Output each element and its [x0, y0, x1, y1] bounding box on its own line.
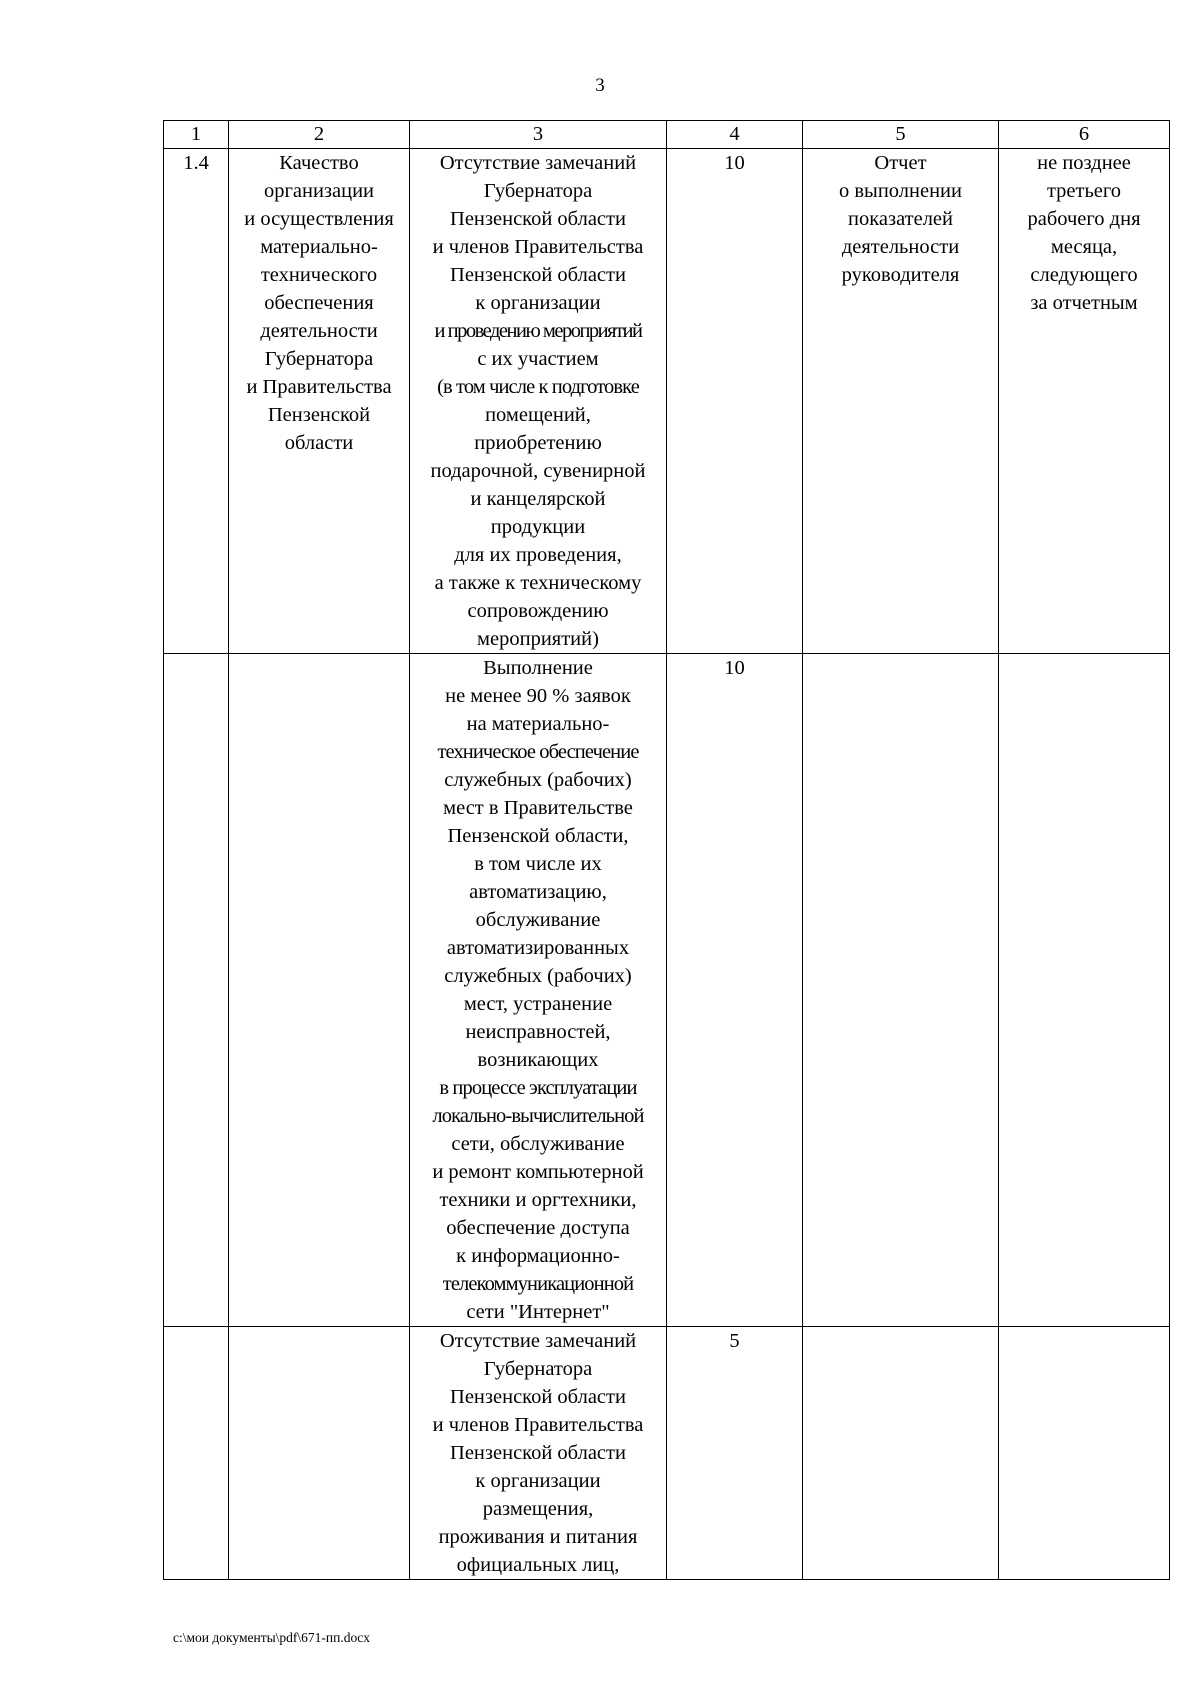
cell-line: мест, устранение: [463, 993, 613, 1015]
cell-line: мероприятий): [477, 628, 599, 650]
cell-line: третьего: [1046, 180, 1122, 202]
weight-cell: 10: [667, 654, 803, 1327]
cell-line: Выполнение: [483, 657, 593, 679]
cell-line: в том числе их: [474, 853, 602, 875]
cell-line: с их участием: [477, 348, 599, 370]
header-cell-2: 2: [229, 121, 410, 149]
indicator-name-cell: [229, 1327, 410, 1580]
cell-line: к организации: [475, 1470, 601, 1492]
cell-line: сети, обслуживание: [451, 1133, 625, 1155]
cell-line: подарочной, сувенирной: [430, 460, 646, 482]
cell-line: Пензенской области: [450, 264, 626, 286]
deadline-cell: [999, 654, 1170, 1327]
criterion-cell: [410, 1327, 667, 1580]
cell-line: техническое обеспечение: [437, 741, 639, 763]
header-cell-4: 4: [667, 121, 803, 149]
cell-line: руководителя: [841, 264, 960, 286]
source-cell: [803, 1327, 999, 1580]
row-number-cell: [164, 654, 229, 1327]
cell-line: Пензенской области,: [447, 825, 629, 847]
cell-line: служебных (рабочих): [444, 769, 632, 791]
cell-line: в процессе эксплуатации: [439, 1077, 637, 1099]
cell-line: сети "Интернет": [466, 1301, 610, 1323]
cell-line: проживания и питания: [438, 1526, 638, 1548]
cell-line: служебных (рабочих): [444, 965, 632, 987]
cell-line: деятельности: [841, 236, 960, 258]
cell-line: Губернатора: [483, 180, 593, 202]
cell-line: к информационно-: [456, 1245, 620, 1267]
cell-line: месяца,: [1050, 236, 1118, 258]
cell-line: технического: [260, 264, 378, 286]
weight-cell: 5: [667, 1327, 803, 1580]
header-cell-5: 5: [803, 121, 999, 149]
cell-line: сопровождению: [467, 600, 609, 622]
header-cell-6: 6: [999, 121, 1170, 149]
cell-line: Отсутствие замечаний: [439, 1330, 637, 1352]
cell-line: неисправностей,: [465, 1021, 611, 1043]
header-cell-1: 1: [164, 121, 229, 149]
table-row: [164, 1327, 1170, 1580]
deadline-cell: [999, 149, 1170, 654]
cell-line: Губернатора: [483, 1358, 593, 1380]
cell-line: и членов Правительства: [432, 1414, 644, 1436]
cell-line: и членов Правительства: [432, 236, 644, 258]
indicator-name-cell: [229, 654, 410, 1327]
page-number: 3: [595, 75, 605, 96]
table-row: [164, 654, 1170, 1327]
cell-line: не менее 90 % заявок: [445, 685, 631, 707]
cell-line: размещения,: [482, 1498, 594, 1520]
cell-line: Качество: [279, 152, 359, 174]
cell-line: автоматизированных: [446, 937, 630, 959]
indicator-name-cell: [229, 149, 410, 654]
cell-line: и ремонт компьютерной: [432, 1161, 644, 1183]
cell-line: Отсутствие замечаний: [439, 152, 637, 174]
cell-line: следующего: [1030, 264, 1138, 286]
source-cell: [803, 149, 999, 654]
cell-line: техники и оргтехники,: [439, 1189, 637, 1211]
cell-line: Пензенской области: [450, 1386, 626, 1408]
cell-line: Отчет: [874, 152, 927, 174]
cell-line: организации: [263, 180, 375, 202]
cell-line: и канцелярской: [470, 488, 606, 510]
criterion-cell: [410, 149, 667, 654]
cell-line: и осуществления: [244, 208, 394, 230]
cell-line: рабочего дня: [1027, 208, 1141, 230]
cell-line: материально-: [260, 236, 378, 258]
weight-cell: 10: [667, 149, 803, 654]
cell-line: возникающих: [477, 1049, 599, 1071]
cell-line: мест в Правительстве: [443, 797, 633, 819]
cell-line: обеспечения: [264, 292, 374, 314]
cell-line: не позднее: [1037, 152, 1131, 174]
row-number-cell: [164, 1327, 229, 1580]
cell-line: официальных лиц,: [456, 1554, 620, 1576]
criterion-cell: [410, 654, 667, 1327]
cell-line: Пензенской области: [450, 208, 626, 230]
cell-line: (в том числе к подготовке: [437, 376, 639, 398]
file-path-footer: c:\мои документы\pdf\671-пп.docx: [173, 1630, 370, 1645]
cell-line: автоматизацию,: [469, 881, 607, 903]
cell-line: обслуживание: [475, 909, 601, 931]
cell-line: за отчетным: [1030, 292, 1138, 314]
cell-line: показателей: [848, 208, 953, 230]
cell-line: помещений,: [485, 404, 591, 426]
cell-line: локально-вычислительной: [432, 1105, 644, 1127]
cell-line: деятельности: [260, 320, 378, 342]
cell-line: к организации: [475, 292, 601, 314]
header-cell-3: 3: [410, 121, 667, 149]
cell-line: продукции: [490, 516, 586, 538]
deadline-cell: [999, 1327, 1170, 1580]
table-header-row: [164, 121, 1170, 149]
cell-line: телекоммуникационной: [442, 1273, 634, 1295]
cell-line: Губернатора: [264, 348, 374, 370]
cell-line: приобретению: [474, 432, 602, 454]
cell-line: обеспечение доступа: [446, 1217, 630, 1239]
cell-line: о выполнении: [839, 180, 962, 202]
cell-line: для их проведения,: [454, 544, 622, 566]
cell-line: на материально-: [466, 713, 610, 735]
source-cell: [803, 654, 999, 1327]
cell-line: и проведению мероприятий: [434, 320, 642, 342]
cell-line: Пензенской области: [450, 1442, 626, 1464]
cell-line: и Правительства: [246, 376, 392, 398]
indicators-table: [163, 120, 1170, 1580]
row-number-cell: 1.4: [164, 149, 229, 654]
cell-line: а также к техническому: [434, 572, 642, 594]
cell-line: Пензенской: [267, 404, 371, 426]
cell-line: области: [284, 432, 354, 454]
table-row: [164, 149, 1170, 654]
